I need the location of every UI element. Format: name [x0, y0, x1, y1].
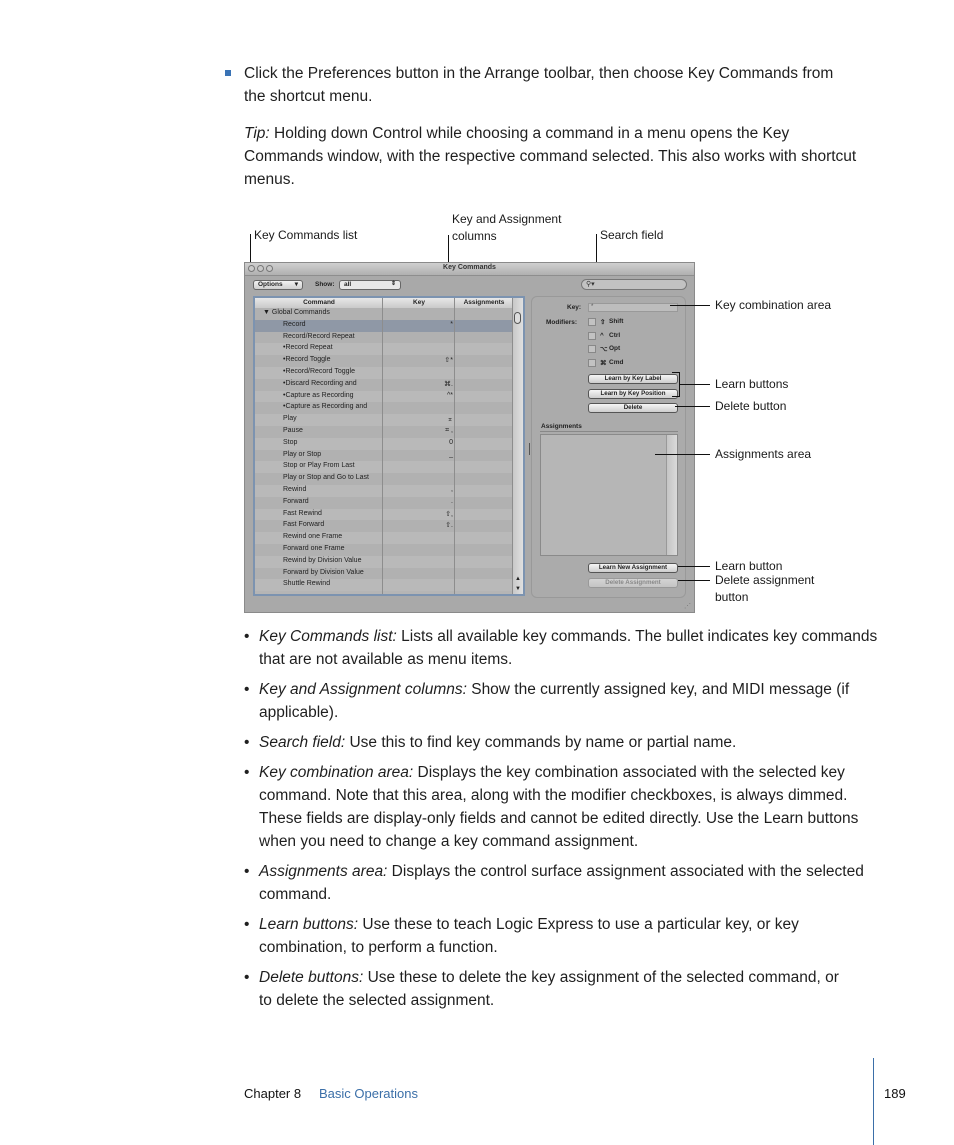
description-line [259, 731, 884, 754]
show-select[interactable] [339, 280, 401, 290]
table-row[interactable] [255, 402, 513, 414]
callout-line [680, 384, 710, 385]
description-line [259, 860, 884, 883]
tip-paragraph [244, 122, 884, 191]
step-line: Click the Preferences button in the Arrange toolbar, then choose Key Commands from [244, 65, 834, 82]
modifier-checkbox[interactable] [588, 318, 596, 326]
callout-delete-assignment-button [715, 572, 814, 606]
footer-chapter: Chapter 8 [244, 1086, 302, 1101]
description-line [259, 678, 884, 701]
table-row[interactable] [255, 332, 513, 344]
callout-assignments-area: Assignments area [715, 447, 812, 461]
column-divider [454, 298, 455, 594]
table-row[interactable] [255, 579, 513, 591]
table-row[interactable] [255, 438, 513, 450]
modifier-label: Shift [609, 318, 624, 325]
table-row[interactable] [255, 367, 513, 379]
column-divider [382, 298, 383, 594]
show-label: Show: [315, 281, 335, 288]
modifier-checkbox[interactable] [588, 359, 596, 367]
description-text [259, 860, 884, 906]
table-row[interactable] [255, 461, 513, 473]
key-cell: ⇧. [445, 522, 453, 530]
command-cell: Play or Stop [283, 450, 322, 458]
description-body: Displays the control surface assignment associated with the selected [387, 863, 864, 880]
description-body: Use this to find key commands by name or partial name. [345, 734, 737, 751]
search-icon: ⚲▾ [586, 281, 595, 288]
vertical-scrollbar[interactable] [512, 298, 523, 594]
tip-text: Holding down Control while choosing a command in a menu opens the Key [269, 125, 790, 142]
command-cell: •Capture as Recording and [283, 403, 368, 411]
resize-grip-icon[interactable]: ⋰ [684, 603, 691, 610]
step-line: the shortcut menu. [244, 88, 373, 105]
command-cell: Play [283, 415, 297, 423]
delete-assignment-button[interactable]: Delete Assignment [588, 578, 678, 588]
list-group-row[interactable] [255, 308, 513, 320]
table-row[interactable] [255, 509, 513, 521]
assignments-scrollbar[interactable] [666, 435, 677, 555]
table-row[interactable] [255, 520, 513, 532]
key-cell: ⌘. [444, 380, 453, 388]
description-body: Lists all available key commands. The bullet indicates key commands [396, 628, 878, 645]
callout-text: Key and Assignment [452, 212, 562, 226]
command-cell: •Capture as Recording [283, 391, 354, 399]
callout-text: columns [452, 229, 497, 243]
callout-bracket [672, 396, 680, 397]
key-cell: ^* [446, 391, 453, 399]
command-cell: Record [283, 320, 306, 328]
table-row[interactable] [255, 497, 513, 509]
key-field: * [588, 303, 678, 312]
description-term: Learn buttons: [259, 916, 359, 933]
key-cell: . [451, 497, 453, 505]
description-text [259, 678, 884, 724]
description-body: to delete the selected assignment. [259, 992, 495, 1009]
modifiers-label: Modifiers: [546, 319, 578, 326]
description-text [259, 761, 884, 853]
description-line [259, 830, 884, 853]
description-term: Key and Assignment columns: [259, 681, 467, 698]
scroll-up-icon[interactable]: ▲ [515, 576, 521, 582]
modifier-label: Ctrl [609, 331, 621, 339]
table-row[interactable] [255, 379, 513, 391]
callout-learn-buttons: Learn buttons [715, 377, 789, 391]
table-row[interactable] [255, 532, 513, 544]
key-combination-panel [531, 296, 686, 598]
tip-text: Commands window, with the respective command selected. This also works with shortcut [244, 148, 857, 165]
bullet-icon: • [244, 969, 250, 986]
window-title: Key Commands [443, 264, 496, 271]
description-line [259, 784, 884, 807]
callout-line [675, 406, 710, 407]
command-cell: Fast Rewind [283, 509, 322, 517]
description-body: These fields are display-only fields and cannot be edited directly. Use the Learn buttons [259, 810, 859, 827]
bullet-icon: • [244, 916, 250, 933]
callout-key-commands-list: Key Commands list [254, 228, 358, 242]
tip-label: Tip: [244, 125, 270, 142]
callout-search-field: Search field [600, 228, 664, 242]
key-cell: ⌗ , [445, 427, 453, 434]
key-cell: _ [449, 450, 453, 458]
command-cell: •Record/Record Toggle [283, 368, 355, 375]
description-body: applicable). [259, 704, 339, 721]
description-line [259, 936, 884, 959]
modifier-symbol-icon: ⇧ [600, 319, 606, 326]
tip-text: menus. [244, 171, 295, 188]
description-text [259, 913, 884, 959]
callout-line [678, 580, 710, 581]
description-term: Key Commands list: [259, 628, 397, 645]
table-row[interactable] [255, 473, 513, 485]
command-cell: Forward by Division Value [283, 568, 364, 576]
table-row[interactable] [255, 556, 513, 568]
bullet-icon: • [244, 734, 250, 751]
description-body: Use these to teach Logic Express to use a particular key, or key [358, 916, 799, 933]
group-label [263, 309, 330, 316]
key-commands-list [253, 296, 525, 596]
description-line [259, 913, 884, 936]
callout-key-assignment-columns [452, 211, 561, 245]
description-body: Show the currently assigned key, and MIDI message (if [466, 681, 850, 698]
column-header-assignments[interactable]: Assignments [463, 299, 505, 306]
column-header-command[interactable]: Command [303, 299, 335, 306]
description-body: Displays the key combination associated with the selected key [413, 764, 845, 781]
description-line [259, 701, 884, 724]
description-term: Search field: [259, 734, 346, 751]
modifier-checkbox[interactable] [588, 345, 596, 353]
step-text [244, 62, 884, 108]
callout-learn-button: Learn button [715, 559, 783, 573]
learn-new-assignment-button[interactable]: Learn New Assignment [588, 563, 678, 573]
description-line [259, 989, 884, 1012]
modifier-symbol-icon: ^ [600, 331, 604, 339]
footer-divider [873, 1058, 874, 1145]
step-bullet-icon [225, 70, 231, 76]
command-cell: •Discard Recording and [283, 379, 357, 387]
table-row[interactable] [255, 343, 513, 355]
description-term: Assignments area: [259, 863, 388, 880]
description-body: that are not available as menu items. [259, 651, 513, 668]
command-cell: Stop [283, 438, 298, 446]
command-cell: Forward one Frame [283, 545, 345, 552]
modifier-symbol-icon: ⌘ [600, 359, 607, 367]
description-body: command. [259, 886, 332, 903]
show-value: all [344, 281, 352, 288]
callout-key-combination-area: Key combination area [715, 298, 832, 312]
disclosure-triangle-icon[interactable]: ▼ [263, 309, 272, 316]
command-cell: Rewind [283, 486, 307, 493]
bullet-icon: • [244, 628, 250, 645]
learn-by-key-position-button[interactable]: Learn by Key Position [588, 389, 678, 399]
key-cell: ⇧* [444, 357, 453, 365]
command-cell: Pause [283, 427, 303, 434]
description-body: combination, to perform a function. [259, 939, 498, 956]
bullet-icon: • [244, 681, 250, 698]
delete-button[interactable]: Delete [588, 403, 678, 413]
title-bar[interactable] [245, 263, 694, 276]
group-name: Global Commands [271, 309, 330, 316]
callout-text: Delete assignment [715, 573, 815, 587]
description-line [259, 648, 884, 671]
command-cell: Fast Forward [283, 521, 325, 529]
callout-bracket [672, 372, 680, 373]
command-cell: •Record Toggle [283, 356, 331, 364]
table-row[interactable] [255, 320, 513, 332]
description-term: Delete buttons: [259, 969, 364, 986]
description-text [259, 731, 884, 754]
description-body: Use these to delete the key assignment of the selected command, or [363, 969, 839, 986]
learn-by-key-label-button[interactable]: Learn by Key Label [588, 374, 678, 384]
key-cell: ⌅ [447, 416, 453, 424]
key-cell: * [450, 320, 453, 328]
command-cell: •Record Repeat [283, 344, 333, 352]
description-line [259, 761, 884, 784]
bullet-icon: • [244, 764, 250, 781]
bullet-icon: • [244, 863, 250, 880]
command-cell: Rewind one Frame [283, 533, 343, 541]
modifier-symbol-icon: ⌥ [600, 346, 608, 353]
callout-text: button [715, 590, 749, 604]
modifier-checkbox[interactable] [588, 332, 596, 340]
assignments-heading: Assignments [541, 423, 582, 430]
description-line [259, 883, 884, 906]
split-handle[interactable] [529, 443, 530, 455]
key-cell: 0 [449, 438, 453, 446]
callout-line [670, 305, 710, 306]
command-cell: Rewind by Division Value [283, 556, 362, 564]
command-cell: Shuttle Rewind [283, 580, 331, 588]
description-line [259, 625, 884, 648]
callout-delete-button: Delete button [715, 399, 787, 413]
table-row[interactable] [255, 391, 513, 403]
table-row[interactable] [255, 544, 513, 556]
table-row[interactable] [255, 426, 513, 438]
column-header-key[interactable]: Key [413, 299, 425, 306]
table-row[interactable] [255, 485, 513, 497]
modifier-label: Opt [609, 345, 621, 352]
description-body: when you need to change a key command assignment. [259, 833, 639, 850]
scroll-down-icon[interactable]: ▼ [515, 586, 521, 592]
table-row[interactable] [255, 414, 513, 426]
description-term: Key combination area: [259, 764, 414, 781]
page-number: 189 [884, 1086, 906, 1101]
scroll-thumb[interactable] [514, 312, 521, 324]
modifier-label: Cmd [609, 358, 624, 366]
callout-line [655, 454, 710, 455]
description-text [259, 966, 884, 1012]
table-row[interactable] [255, 450, 513, 462]
options-menu-button[interactable] [253, 280, 303, 290]
command-cell: Forward [283, 497, 309, 505]
key-cell: , [451, 486, 453, 493]
callout-line [678, 566, 710, 567]
table-row[interactable] [255, 355, 513, 367]
description-body: command. Note that this area, along with the modifier checkboxes, is always dimmed. [259, 787, 848, 804]
chevron-down-icon: ▾ [294, 281, 298, 288]
footer-chapter-title[interactable]: Basic Operations [319, 1086, 418, 1101]
key-commands-window [244, 262, 695, 613]
description-line [259, 807, 884, 830]
assignments-area[interactable] [540, 434, 678, 556]
search-input[interactable] [581, 279, 687, 290]
command-cell: Record/Record Repeat [283, 332, 355, 340]
divider [540, 431, 678, 432]
command-cell: Stop or Play From Last [283, 462, 355, 470]
stepper-icon: ⇕ [390, 281, 396, 287]
description-line [259, 966, 884, 989]
table-row[interactable] [255, 568, 513, 580]
key-cell: ⇧, [445, 510, 453, 518]
options-label: Options [258, 281, 283, 288]
command-cell: Play or Stop and Go to Last [283, 474, 369, 482]
description-text [259, 625, 884, 671]
key-label: Key: [567, 304, 582, 311]
